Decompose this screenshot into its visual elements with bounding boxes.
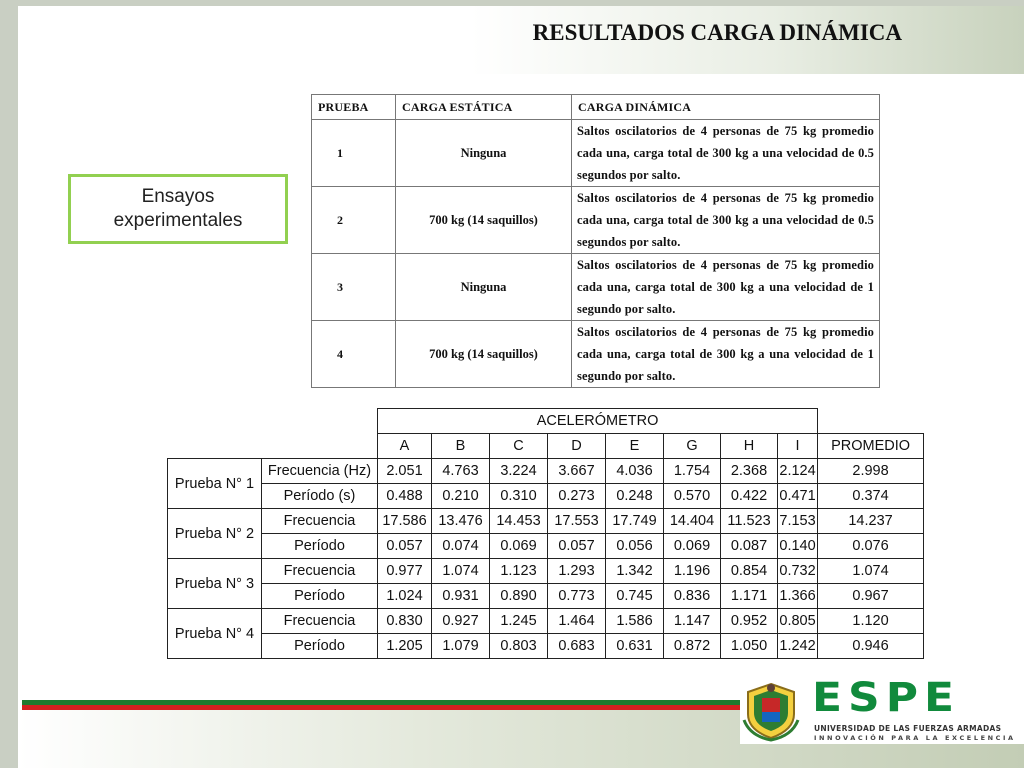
carga-dinamica-value: Saltos oscilatorios de 4 personas de 75 kg promedio cada una, carga total de 300 kg a una velocidad de 1 segundo por salto.: [572, 254, 880, 321]
tests-table-header: [312, 95, 880, 120]
measure-value: 0.927: [432, 609, 490, 634]
measure-value: 1.074: [432, 559, 490, 584]
prueba-number: 3: [312, 254, 396, 321]
measure-value: 0.977: [378, 559, 432, 584]
measure-value: 0.422: [721, 484, 778, 509]
espe-motto: INNOVACIÓN PARA LA EXCELENCIA: [814, 734, 1016, 742]
accel-table-row: [168, 634, 924, 659]
measure-value: 0.805: [778, 609, 818, 634]
carga-dinamica-value: Saltos oscilatorios de 4 personas de 75 kg promedio cada una, carga total de 300 kg a una velocidad de 0.5 segundos por salto.: [572, 187, 880, 254]
measure-value: 0.931: [432, 584, 490, 609]
measure-value: 1.205: [378, 634, 432, 659]
accel-table-row: [168, 509, 924, 534]
column-header: C: [490, 434, 548, 459]
measure-value: 0.836: [664, 584, 721, 609]
promedio-value: 2.998: [818, 459, 924, 484]
header-carga-estatica: CARGA ESTÁTICA: [396, 95, 572, 120]
tests-table-row: [312, 321, 880, 388]
tests-table: [311, 94, 880, 388]
university-crest-icon: [740, 680, 802, 742]
measure-value: 0.069: [664, 534, 721, 559]
measure-value: 2.051: [378, 459, 432, 484]
header-prueba: PRUEBA: [312, 95, 396, 120]
espe-wordmark: ESPE: [812, 674, 961, 722]
column-header: I: [778, 434, 818, 459]
measure-value: 0.056: [606, 534, 664, 559]
slide-header: [18, 6, 1024, 74]
slide-title: RESULTADOS CARGA DINÁMICA: [532, 20, 902, 45]
measure-value: 0.773: [548, 584, 606, 609]
measure-value: 1.366: [778, 584, 818, 609]
measure-value: 1.147: [664, 609, 721, 634]
measure-value: 2.368: [721, 459, 778, 484]
accel-table-row: [168, 459, 924, 484]
measure-value: 1.123: [490, 559, 548, 584]
measure-value: 1.050: [721, 634, 778, 659]
prueba-number: 2: [312, 187, 396, 254]
measure-value: 1.024: [378, 584, 432, 609]
measure-value: 0.057: [378, 534, 432, 559]
measure-value: 17.553: [548, 509, 606, 534]
column-header: G: [664, 434, 721, 459]
tests-table-row: [312, 120, 880, 187]
measure-value: 14.453: [490, 509, 548, 534]
measure-value: 0.890: [490, 584, 548, 609]
measure-value: 1.245: [490, 609, 548, 634]
ensayos-label: Ensayos experimentales: [113, 186, 243, 231]
carga-estatica-value: Ninguna: [396, 120, 572, 187]
espe-university-name: UNIVERSIDAD DE LAS FUERZAS ARMADAS: [814, 724, 1002, 733]
column-header: B: [432, 434, 490, 459]
measure-value: 0.057: [548, 534, 606, 559]
prueba-number: 1: [312, 120, 396, 187]
measure-value: 17.749: [606, 509, 664, 534]
accel-table-row: [168, 534, 924, 559]
promedio-value: 0.967: [818, 584, 924, 609]
measure-value: 0.074: [432, 534, 490, 559]
measure-value: 0.310: [490, 484, 548, 509]
prueba-group-label: Prueba N° 4: [168, 609, 262, 659]
prueba-group-label: Prueba N° 1: [168, 459, 262, 509]
carga-estatica-value: 700 kg (14 saquillos): [396, 187, 572, 254]
accel-table-row: [168, 584, 924, 609]
measure-value: 1.196: [664, 559, 721, 584]
header-carga-dinamica: CARGA DINÁMICA: [572, 95, 880, 120]
accel-table-row: [168, 609, 924, 634]
accel-table-row: [168, 559, 924, 584]
measure-value: 0.952: [721, 609, 778, 634]
measure-value: 0.631: [606, 634, 664, 659]
measure-value: 0.745: [606, 584, 664, 609]
ensayos-label-box: [68, 174, 288, 244]
measure-value: 0.830: [378, 609, 432, 634]
measure-name: Período (s): [262, 484, 378, 509]
measure-value: 1.171: [721, 584, 778, 609]
promedio-value: 1.074: [818, 559, 924, 584]
tests-table-row: [312, 254, 880, 321]
measure-name: Frecuencia (Hz): [262, 459, 378, 484]
prueba-group-label: Prueba N° 3: [168, 559, 262, 609]
measure-value: 17.586: [378, 509, 432, 534]
measure-value: 0.087: [721, 534, 778, 559]
measure-value: 11.523: [721, 509, 778, 534]
accel-group-header-row: [168, 409, 924, 434]
measure-value: 1.754: [664, 459, 721, 484]
column-header: A: [378, 434, 432, 459]
measure-value: 1.293: [548, 559, 606, 584]
measure-value: 0.683: [548, 634, 606, 659]
empty-cell: [818, 409, 924, 434]
measure-value: 1.342: [606, 559, 664, 584]
measure-value: 4.763: [432, 459, 490, 484]
measure-value: 0.210: [432, 484, 490, 509]
measure-value: 0.854: [721, 559, 778, 584]
measure-value: 0.488: [378, 484, 432, 509]
promedio-value: 0.374: [818, 484, 924, 509]
promedio-value: 0.946: [818, 634, 924, 659]
espe-logo: [740, 674, 1024, 744]
promedio-value: 1.120: [818, 609, 924, 634]
measure-value: 0.872: [664, 634, 721, 659]
promedio-value: 0.076: [818, 534, 924, 559]
column-header: H: [721, 434, 778, 459]
promedio-value: 14.237: [818, 509, 924, 534]
acelerometro-header: ACELERÓMETRO: [378, 409, 818, 434]
carga-dinamica-value: Saltos oscilatorios de 4 personas de 75 kg promedio cada una, carga total de 300 kg a una velocidad de 0.5 segundos por salto.: [572, 120, 880, 187]
measure-value: 1.586: [606, 609, 664, 634]
prueba-number: 4: [312, 321, 396, 388]
measure-value: 4.036: [606, 459, 664, 484]
slide: [18, 6, 1024, 768]
accel-column-header-row: [168, 434, 924, 459]
measure-value: 0.069: [490, 534, 548, 559]
prueba-group-label: Prueba N° 2: [168, 509, 262, 559]
measure-value: 1.464: [548, 609, 606, 634]
measure-value: 0.273: [548, 484, 606, 509]
carga-estatica-value: 700 kg (14 saquillos): [396, 321, 572, 388]
measure-name: Frecuencia: [262, 509, 378, 534]
empty-cell: [168, 409, 378, 434]
measure-name: Frecuencia: [262, 559, 378, 584]
measure-value: 0.140: [778, 534, 818, 559]
carga-dinamica-value: Saltos oscilatorios de 4 personas de 75 kg promedio cada una, carga total de 300 kg a una velocidad de 1 segundo por salto.: [572, 321, 880, 388]
measure-value: 1.079: [432, 634, 490, 659]
measure-value: 3.667: [548, 459, 606, 484]
measure-name: Período: [262, 634, 378, 659]
measure-value: 0.248: [606, 484, 664, 509]
column-header: D: [548, 434, 606, 459]
measure-value: 7.153: [778, 509, 818, 534]
measure-value: 14.404: [664, 509, 721, 534]
column-header: E: [606, 434, 664, 459]
carga-estatica-value: Ninguna: [396, 254, 572, 321]
measure-value: 0.471: [778, 484, 818, 509]
measure-name: Período: [262, 534, 378, 559]
measure-value: 0.732: [778, 559, 818, 584]
measure-value: 1.242: [778, 634, 818, 659]
measure-value: 13.476: [432, 509, 490, 534]
measure-name: Período: [262, 584, 378, 609]
accelerometer-table: [167, 408, 924, 659]
measure-value: 3.224: [490, 459, 548, 484]
measure-value: 0.570: [664, 484, 721, 509]
accel-table-row: [168, 484, 924, 509]
tests-table-row: [312, 187, 880, 254]
promedio-header: PROMEDIO: [818, 434, 924, 459]
measure-name: Frecuencia: [262, 609, 378, 634]
empty-cell: [168, 434, 378, 459]
measure-value: 2.124: [778, 459, 818, 484]
measure-value: 0.803: [490, 634, 548, 659]
